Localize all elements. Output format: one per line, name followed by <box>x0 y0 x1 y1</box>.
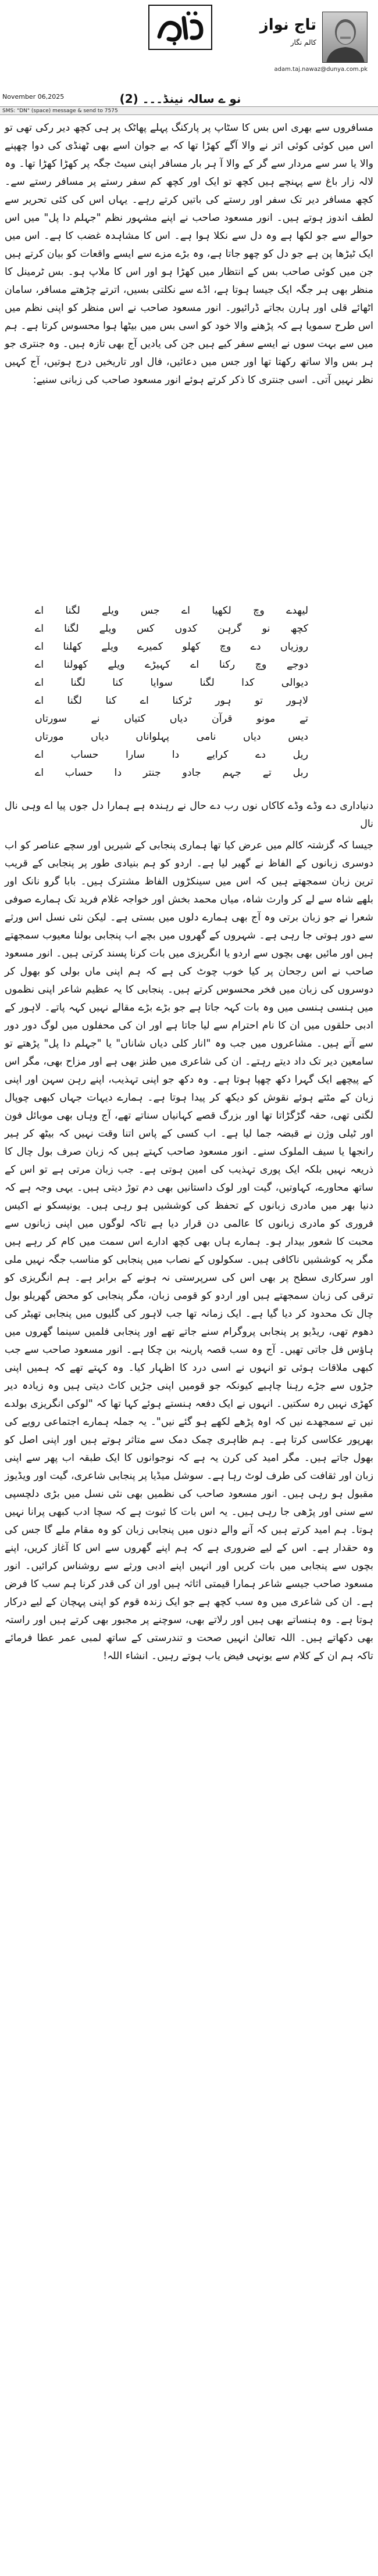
poem-closing-line: دنیاداری دے وڈے وڈے کاکاں نوں رب دے حال نے رہندہ ہے ہمارا دل جوں پیا اے وہی نال نال <box>5 800 373 830</box>
poem-line: تے مونو قرآن دیاں کتیاں نے سورتاں <box>35 713 308 725</box>
poem-line: ریل دے کرایے دا سارا حساب اے <box>35 749 308 761</box>
author-block <box>240 12 368 76</box>
poem-block <box>35 602 308 782</box>
author-photo <box>322 12 368 63</box>
poem-line: کچھ نو گرہن کدوں کس ویلے لگنا اے <box>35 623 308 635</box>
poem-line: دیس دیاں نامی پہلواناں دیاں مورتاں <box>35 731 308 743</box>
dunya-logo-mark <box>151 8 209 47</box>
intro-paragraph: مسافروں سے بھری اس بس کا سٹاپ پر پارکنگ پہلے پھاٹک پر ہی کچھ دیر رکی تھی تو اس میں کوئی کوئی اتر نے والا آگے کھڑا تھا کہ بے جوان اسے بھی ٹھنڈی کی دوا چھپنے والا یا سر سے مردار سے گر کے والا آ ہر بار مسافر اپنی سیٹ جگہ پر کھڑا کھڑا تھا۔ وہ لالہ زار باغ سے پہنچے ہیں کچھ تو ایک اور کچھ کم سفر رستے پر مسافر رستے سے۔ کچھ مسافر دیر تک سفر اور رستے کی باتیں کرتے رہے۔ یہاں اس کی کئی تحریر سے لطف اندوز ہوتے ہیں۔ انور مسعود صاحب نے اپنے مشہور نظم "جہلم دا پل" میں اس حوالے سے جو لکھا ہے وہ دل سے نکلا ہوا ہے۔ اس کا مشاہدہ غضب کا ہے۔ اس میں ایک ٹیڑھا پن ہے جو دل کو چھو جاتا ہے، وہ بڑے مزے سے ایسے واقعات کو بیان کرتے ہیں جن میں کوئی صاحب بس کے انتظار میں کھڑا ہو اور اس کا ملاپ ہو۔ بس ٹرمینل کا منظر بھی ہر جگہ ایک جیسا ہوتا ہے، اڈے سے نکلتی بسیں، اترتے چڑھتے مسافر، سامان اٹھائے قلی اور ہارن بجاتے ڈرائیور۔ انور مسعود صاحب نے اس منظر کو اپنی نظم میں اس طرح سمویا ہے کہ پڑھنے والا خود کو اسی بس میں بیٹھا ہوا محسوس کرتا ہے۔ ہم میں سے بہت سوں نے ایسے سفر کیے ہیں جن کی یادیں آج بھی تازہ ہیں۔ وہ جنتری جو ہر بس والا ساتھ رکھتا تھا اور جس میں دعائیں، فال اور تاریخیں درج ہوتیں، آج کہیں نظر نہیں آتی۔ اسی جنتری کا ذکر کرتے ہوئے انور مسعود صاحب کی زبانی سنیے: <box>5 122 373 386</box>
masthead <box>0 0 378 80</box>
article-title: نو ے سالہ نینڈ۔۔۔ (2) <box>119 92 241 106</box>
publish-date: November 06,2025 <box>2 93 65 101</box>
poem-line: دیوالی کدا لگنا سوایا کنا لگنا اے <box>35 677 308 689</box>
poem-line: روزیاں دے وچ کھلو کمیرے ویلے کھلنا اے <box>35 641 308 653</box>
author-name: تاج نواز <box>259 16 316 34</box>
section-2-paragraph: جیسا کہ گزشتہ کالم میں عرض کیا تھا ہماری پنجابی کے شیریں اور سچے عناصر کو اب دوسری زبانوں کے الفاظ نے گھیر لیا ہے۔ اردو کو ہم بنیادی طور پر پنجابی کے قریب ترین زبان سمجھتے ہیں کہ اس میں سینکڑوں الفاظ مشترک ہیں۔ بابا گرو نانک اور بلھے شاہ سے لے کر وارث شاہ، میاں محمد بخش اور خواجہ غلام فرید تک ہمارے صوفی شعرا نے جو زبان برتی وہ آج بھی ہمارے دلوں میں بستی ہے۔ لیکن نئی نسل اس ورثے سے دور ہوتی جا رہی ہے۔ شہروں کے گھروں میں بچے اب پنجابی بولنا معیوب سمجھتے ہیں اور مائیں بھی بچوں سے اردو یا انگریزی میں بات کرنا پسند کرتی ہیں۔ انور مسعود صاحب نے اس رجحان پر کیا خوب چوٹ کی ہے کہ ہم اپنی ماں بولی کو بھول کر دوسروں کی زبان میں فخر محسوس کرتے ہیں۔ پنجابی کا یہ عظیم شاعر اپنی نظموں میں ہنسی ہنسی میں وہ بات کہہ جاتا ہے جو بڑے بڑے مقالے نہیں کہہ پاتے۔ لاہور کے ادبی حلقوں میں ان کا نام احترام سے لیا جاتا ہے اور ان کی محفلوں میں لوگ دور دور سے آتے ہیں۔ مشاعروں میں جب وہ "انار کلی دیاں شاناں" یا "جہلم دا پل" پڑھتے تو سامعین دیر تک داد دیتے رہتے۔ ان کی شاعری میں طنز بھی ہے اور مزاح بھی، مگر اس کے پیچھے ایک گہرا دکھ چھپا ہوتا ہے۔ وہ دکھ جو اپنی تہذیب، اپنے رہن سہن اور اپنی زبان کے مٹتے ہوئے نقوش کو دیکھ کر پیدا ہوتا ہے۔ ہمارے دیہات جہاں کبھی چوپال لگتی تھی، حقہ گڑگڑاتا تھا اور بزرگ قصے کہانیاں سناتے تھے، آج وہاں بھی موبائل فون اور ٹیلی وژن نے قبضہ جما لیا ہے۔ اب کسی کے پاس اتنا وقت نہیں کہ بیٹھ کر ہیر رانجھا یا سیف الملوک سنے۔ انور مسعود صاحب کہتے ہیں کہ زبان صرف بول چال کا ذریعہ نہیں بلکہ ایک پوری تہذیب کی امین ہوتی ہے۔ جب زبان مرتی ہے تو اس کے ساتھ محاورے، کہاوتیں، گیت اور لوک داستانیں بھی دم توڑ دیتی ہیں۔ یہی وجہ ہے کہ دنیا بھر میں مادری زبانوں کے تحفظ کی کوششیں ہو رہی ہیں۔ یونیسکو نے اکیس فروری کو مادری زبانوں کا عالمی دن قرار دیا ہے تاکہ لوگوں میں اپنی زبانوں سے محبت کا شعور بیدار ہو۔ ہمارے ہاں بھی کچھ ادارے اس سمت میں کام کر رہے ہیں مگر یہ کوششیں ناکافی ہیں۔ سکولوں کے نصاب میں پنجابی کو مناسب جگہ نہیں ملی اور سرکاری سطح پر بھی اس کی سرپرستی نہ ہونے کے برابر ہے۔ ہم انگریزی کو ترقی کی زبان سمجھتے ہیں اور اردو کو قومی زبان، مگر پنجابی کو محض گھریلو بول چال تک محدود کر دیا گیا ہے۔ ایک زمانہ تھا جب لاہور کی گلیوں میں پنجابی تھیٹر کی دھوم تھی، ریڈیو پر پنجابی پروگرام سنے جاتے تھے اور پنجابی فلمیں سینما گھروں میں ہاؤس فل جاتی تھیں۔ آج وہ سب قصہ پارینہ بن چکا ہے۔ انور مسعود صاحب سے جب کبھی ملاقات ہوئی تو انہوں نے اسی درد کا اظہار کیا۔ وہ کہتے تھے کہ ہمیں اپنی جڑوں سے جڑے رہنا چاہیے کیونکہ جو قومیں اپنی جڑیں کاٹ دیتی ہیں وہ زیادہ دیر کھڑی نہیں رہ سکتیں۔ انہوں نے ایک دفعہ ہنستے ہوئے کہا تھا کہ "لوکی انگریزی بولدے نیں تے سمجھدے نیں کہ اوہ پڑھے لکھے ہو گئے نیں"۔ یہ جملہ ہمارے اجتماعی رویے کی بھرپور عکاسی کرتا ہے۔ ہم ظاہری چمک دمک سے متاثر ہوتے ہیں اور اپنی اصل کو بھول جاتے ہیں۔ مگر امید کی کرن یہ ہے کہ نوجوانوں کا ایک طبقہ اب پھر سے اپنی زبان اور ثقافت کی طرف لوٹ رہا ہے۔ سوشل میڈیا پر پنجابی شاعری، گیت اور ویڈیوز مقبول ہو رہی ہیں۔ انور مسعود صاحب کی نظمیں بھی نئی نسل میں بڑی دلچسپی سے سنی اور پڑھی جا رہی ہیں۔ یہ اس بات کا ثبوت ہے کہ سچا ادب کبھی پرانا نہیں ہوتا۔ ہم امید کرتے ہیں کہ آنے والے دنوں میں پنجابی زبان کو وہ مقام ملے گا جس کی وہ حقدار ہے۔ اس کے لیے ضروری ہے کہ ہم اپنے گھروں سے اس کا آغاز کریں، اپنے بچوں سے پنجابی میں بات کریں اور انہیں اپنے ادبی ورثے سے روشناس کرائیں۔ انور مسعود صاحب جیسے شاعر ہمارا قیمتی اثاثہ ہیں اور ان کی قدر کرنا ہم سب کا فرض ہے۔ ان کی شاعری میں وہ سب کچھ ہے جو ایک زندہ قوم کو اپنی پہچان کے لیے درکار ہوتا ہے۔ وہ ہنساتے بھی ہیں اور رلاتے بھی، سوچنے پر مجبور بھی کرتے ہیں اور راستہ بھی دکھاتے ہیں۔ اللہ تعالیٰ انہیں صحت و تندرستی کے ساتھ لمبی عمر عطا فرمائے تاکہ ہم ان کے کلام سے یونہی فیض یاب ہوتے رہیں۔ انشاء اللہ! <box>5 840 373 1662</box>
sms-feedback-bar: SMS: "DN" (space) message & send to 7575 <box>0 106 378 115</box>
author-role: کالم نگار <box>290 38 316 46</box>
poem-line: لیھدے وچ لکھیا اے جس ویلے لگنا اے <box>35 605 308 617</box>
poem-line: لاہور تو ہور ٹرکنا اے کنا لگنا اے <box>35 695 308 707</box>
dunya-logo <box>148 5 212 50</box>
author-email[interactable]: adam.taj.nawaz@dunya.com.pk <box>274 66 368 73</box>
poem-line: دوجے وچ رکنا اے کہیڑے ویلے کھولنا اے <box>35 659 308 671</box>
poem-line: ربل تے جہم جادو جنتر دا حساب اے <box>35 767 308 779</box>
